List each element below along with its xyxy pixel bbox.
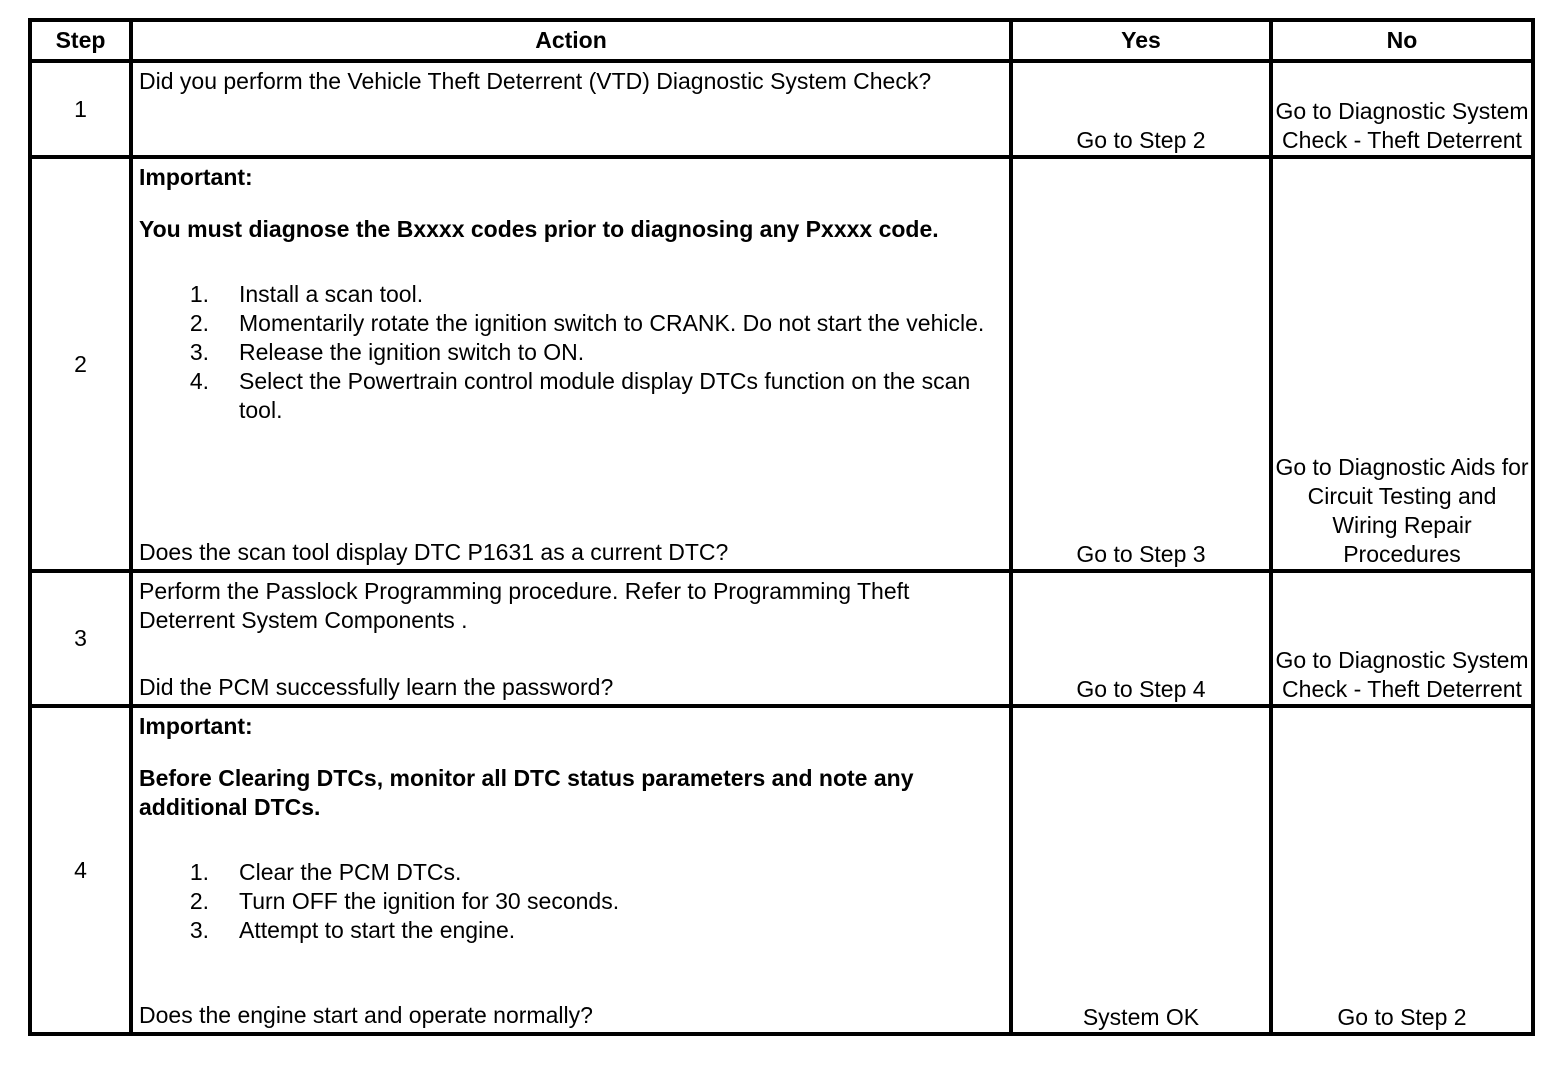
substep-list xyxy=(139,858,1003,945)
substep-number: 1. xyxy=(189,281,209,307)
substep-text: Release the ignition switch to ON. xyxy=(239,339,585,365)
no-result: Go to Diagnostic Aids for Circuit Testing and Wiring Repair Procedures xyxy=(1271,157,1533,571)
action-cell xyxy=(131,157,1011,571)
important-text: You must diagnose the Bxxxx codes prior to diagnosing any Pxxxx code. xyxy=(139,216,939,242)
list-item xyxy=(139,309,1003,338)
step-number: 1 xyxy=(30,61,131,157)
header-row xyxy=(30,20,1533,61)
question-text: Did you perform the Vehicle Theft Deterrent (VTD) Diagnostic System Check? xyxy=(139,68,932,94)
question-text: Does the scan tool display DTC P1631 as a current DTC? xyxy=(139,539,729,565)
substep-text: Attempt to start the engine. xyxy=(239,917,516,943)
table-row xyxy=(30,61,1533,157)
substep-text: Turn OFF the ignition for 30 seconds. xyxy=(239,888,620,914)
no-result: Go to Step 2 xyxy=(1271,706,1533,1034)
substep-text: Select the Powertrain control module display DTCs function on the scan tool. xyxy=(239,368,971,423)
header-step: Step xyxy=(30,20,131,61)
important-text: Before Clearing DTCs, monitor all DTC status parameters and note any additional DTCs. xyxy=(139,765,914,820)
substep-text: Install a scan tool. xyxy=(239,281,424,307)
step-number: 2 xyxy=(30,157,131,571)
list-item xyxy=(139,916,1003,945)
list-item xyxy=(139,338,1003,367)
yes-result: Go to Step 4 xyxy=(1011,571,1271,706)
substep-number: 3. xyxy=(189,339,209,365)
table-row xyxy=(30,157,1533,571)
substep-number: 2. xyxy=(189,310,209,336)
instruction-text: Perform the Passlock Programming procedure. Refer to Programming Theft Deterrent System Components . xyxy=(139,578,910,633)
no-result: Go to Diagnostic System Check - Theft Deterrent xyxy=(1271,61,1533,157)
table-row xyxy=(30,706,1533,1034)
action-cell xyxy=(131,706,1011,1034)
yes-result: System OK xyxy=(1011,706,1271,1034)
action-cell xyxy=(131,61,1011,157)
substep-text: Clear the PCM DTCs. xyxy=(239,859,462,885)
list-item xyxy=(139,280,1003,309)
substep-number: 1. xyxy=(189,859,209,885)
header-no: No xyxy=(1271,20,1533,61)
substep-number: 4. xyxy=(189,368,209,394)
substep-list xyxy=(139,280,1003,425)
step-number: 4 xyxy=(30,706,131,1034)
important-label: Important: xyxy=(139,713,253,739)
substep-number: 2. xyxy=(189,888,209,914)
action-cell xyxy=(131,571,1011,706)
question-text: Did the PCM successfully learn the password? xyxy=(139,674,614,700)
list-item xyxy=(139,367,1003,425)
list-item xyxy=(139,858,1003,887)
yes-result: Go to Step 3 xyxy=(1011,157,1271,571)
list-item xyxy=(139,887,1003,916)
diagnostic-table xyxy=(28,18,1535,1036)
header-yes: Yes xyxy=(1011,20,1271,61)
step-number: 3 xyxy=(30,571,131,706)
yes-result: Go to Step 2 xyxy=(1011,61,1271,157)
substep-number: 3. xyxy=(189,917,209,943)
substep-text: Momentarily rotate the ignition switch to CRANK. Do not start the vehicle. xyxy=(239,310,985,336)
important-label: Important: xyxy=(139,164,253,190)
no-result: Go to Diagnostic System Check - Theft Deterrent xyxy=(1271,571,1533,706)
question-text: Does the engine start and operate normally? xyxy=(139,1002,593,1028)
header-action: Action xyxy=(131,20,1011,61)
table-row xyxy=(30,571,1533,706)
